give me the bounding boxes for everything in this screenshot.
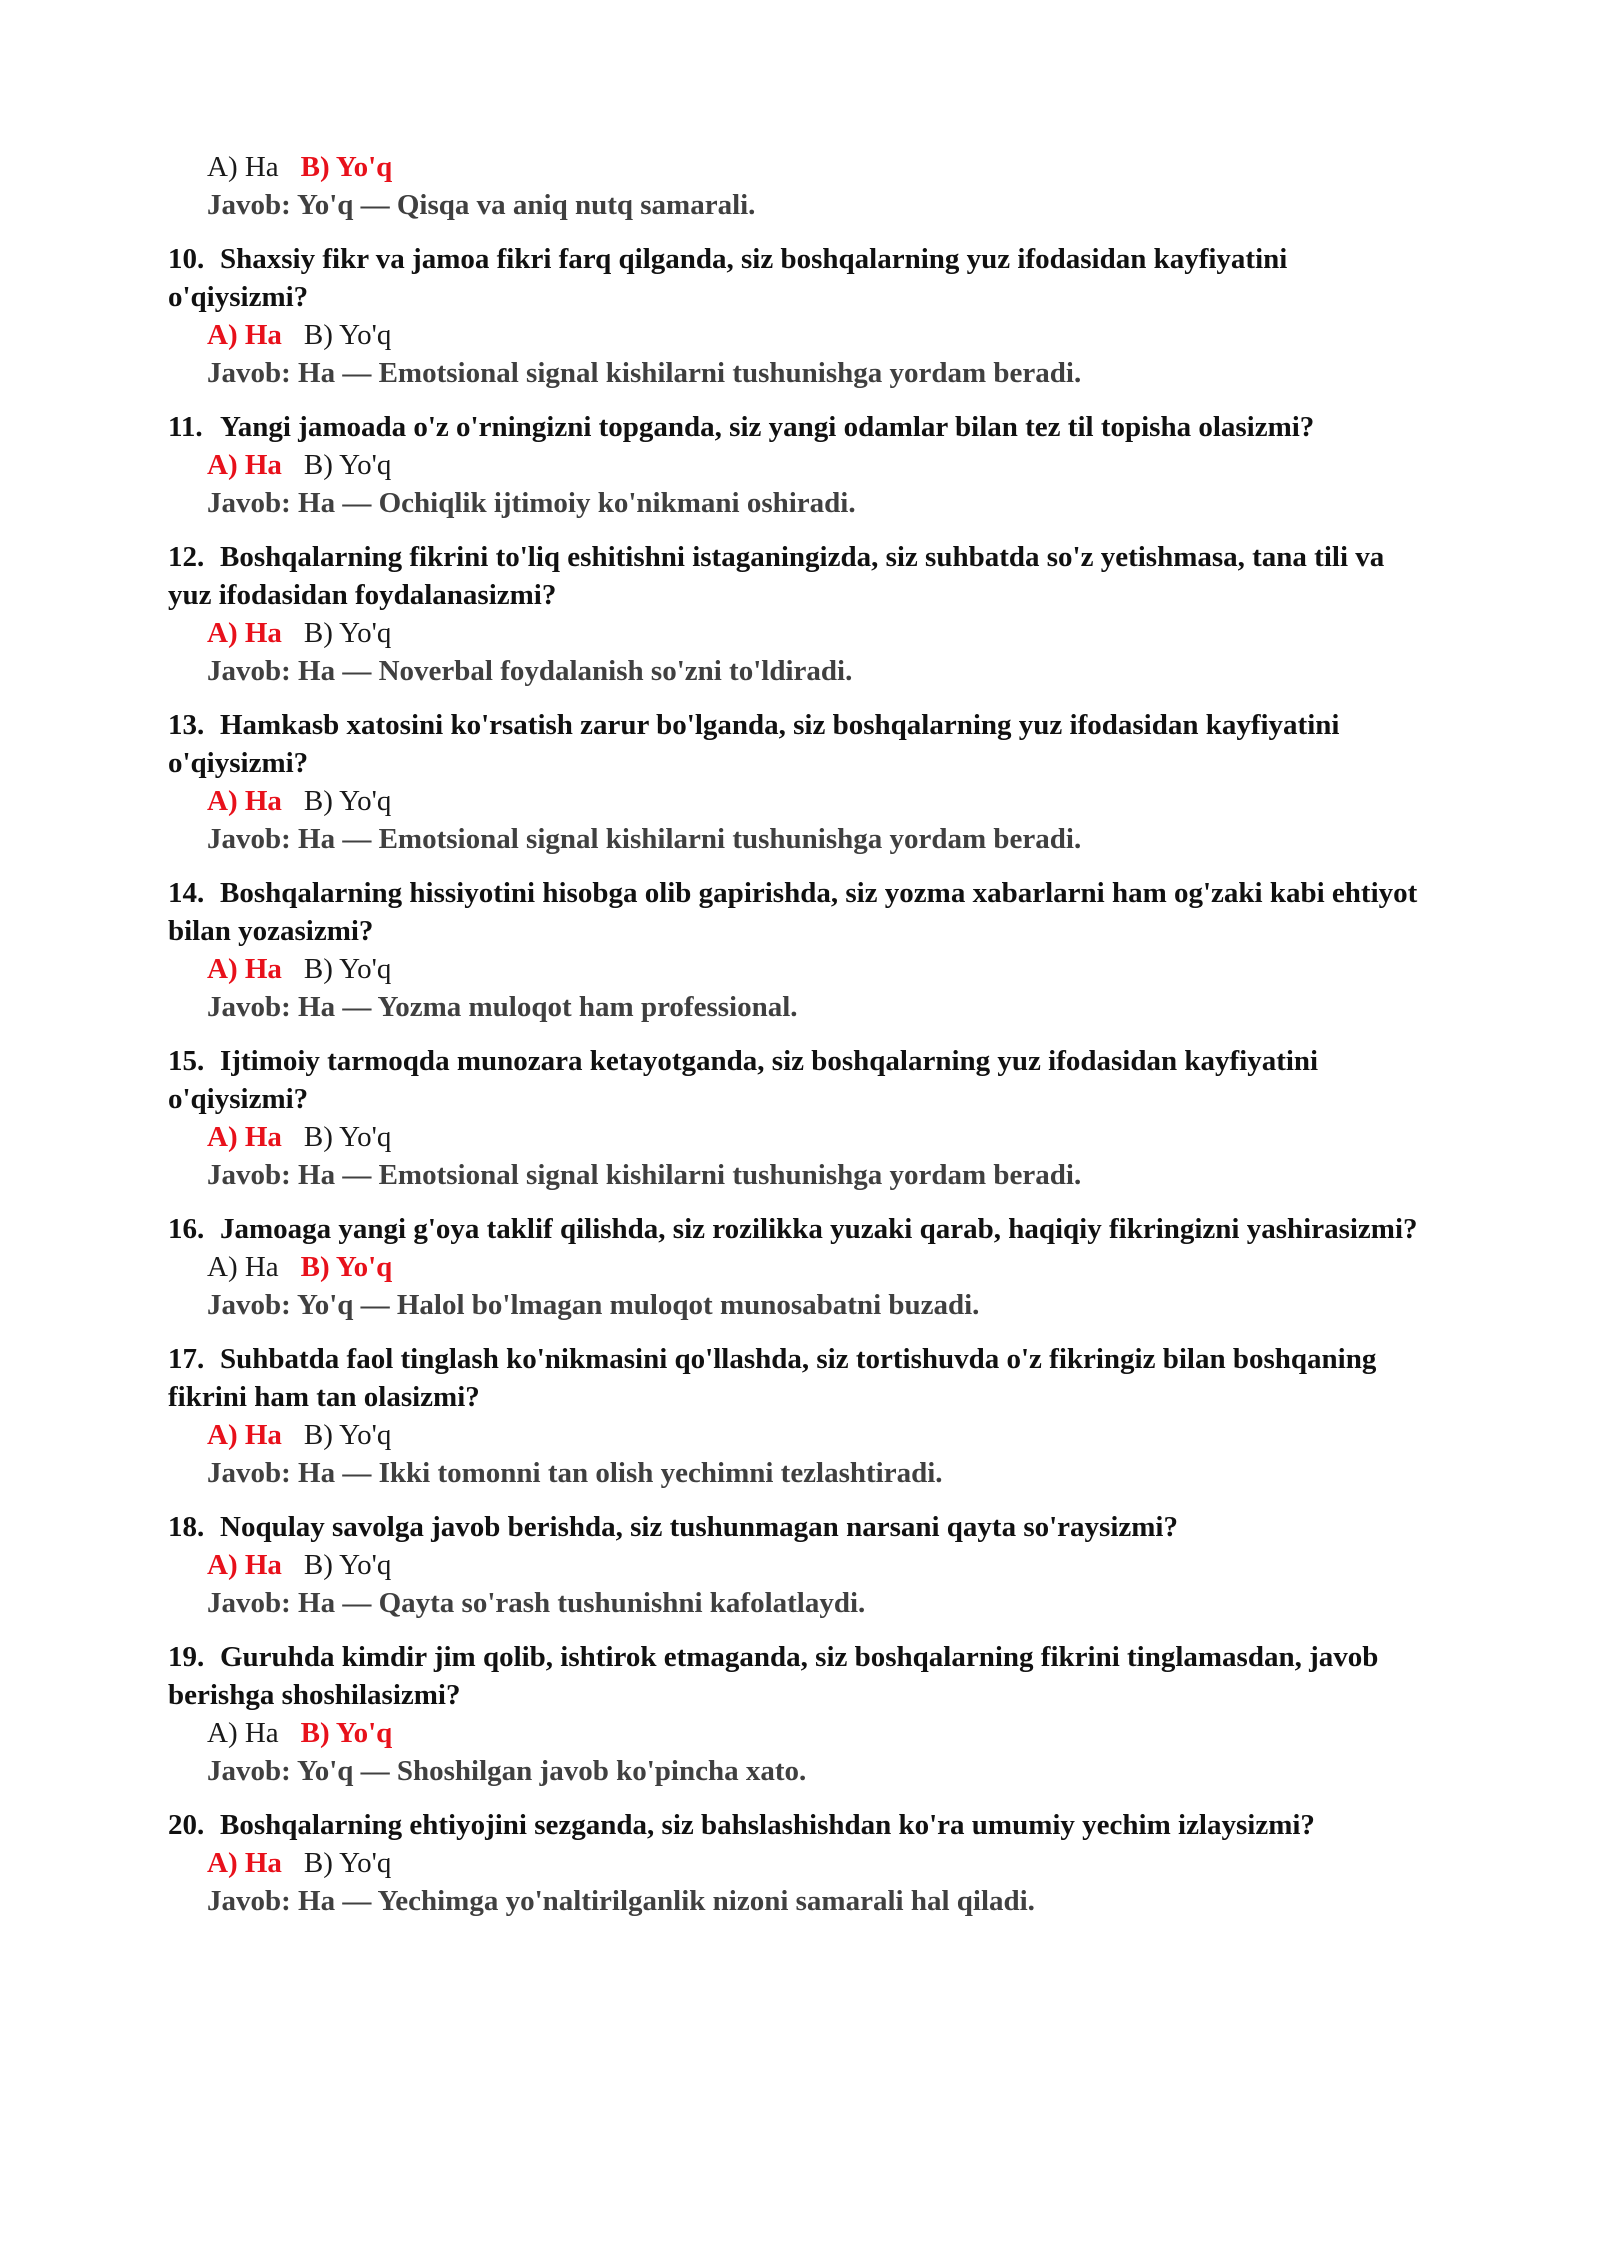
question-label: Boshqalarning fikrini to'liq eshitishni istaganingizda, siz suhbatda so'z yetishmasa, tana tili va yuz ifodasidan foydalanasizmi?	[168, 541, 1385, 611]
options-row	[207, 1118, 1600, 1156]
answer-line: Javob: Ha — Yechimga yo'naltirilganlik nizoni samarali hal qiladi.	[207, 1885, 1035, 1917]
options-row	[207, 1844, 1600, 1882]
option-b: B) Yo'q	[303, 1549, 392, 1581]
options-row	[207, 1248, 1600, 1286]
question-label: Jamoaga yangi g'oya taklif qilishda, siz rozilikka yuzaki qarab, haqiqiy fikringizni yashirasizmi?	[220, 1213, 1418, 1245]
question-text	[168, 1042, 1420, 1118]
question-number: 20.	[168, 1809, 205, 1841]
question-number: 18.	[168, 1511, 205, 1543]
question-block-17	[0, 1340, 1600, 1492]
question-label: Boshqalarning hissiyotini hisobga olib gapirishda, siz yozma xabarlarni ham og'zaki kabi ehtiyot bilan yozasizmi?	[168, 877, 1418, 947]
option-b: B) Yo'q	[303, 319, 392, 351]
option-b: B) Yo'q	[303, 449, 392, 481]
option-b: B) Yo'q	[303, 785, 392, 817]
question-label: Guruhda kimdir jim qolib, ishtirok etmaganda, siz boshqalarning fikrini tinglamasdan, javob berishga shoshilasizmi?	[168, 1641, 1379, 1711]
question-text	[168, 538, 1420, 614]
question-text	[168, 1508, 1420, 1546]
option-a: A) Ha	[207, 617, 282, 649]
answer-line: Javob: Ha — Ochiqlik ijtimoiy ko'nikmani oshiradi.	[207, 487, 856, 519]
question-text	[168, 240, 1420, 316]
question-label: Ijtimoiy tarmoqda munozara ketayotganda, siz boshqalarning yuz ifodasidan kayfiyatini o'qiysizmi?	[168, 1045, 1319, 1115]
question-text	[168, 874, 1420, 950]
question-block-15	[0, 1042, 1600, 1194]
answer-line: Javob: Ha — Emotsional signal kishilarni tushunishga yordam beradi.	[207, 1159, 1082, 1191]
question-block-12	[0, 538, 1600, 690]
question-label: Boshqalarning ehtiyojini sezganda, siz bahslashishdan ko'ra umumiy yechim izlaysizmi?	[220, 1809, 1315, 1841]
option-b: B) Yo'q	[303, 953, 392, 985]
question-label: Noqulay savolga javob berishda, siz tushunmagan narsani qayta so'raysizmi?	[220, 1511, 1178, 1543]
answer-line: Javob: Ha — Noverbal foydalanish so'zni to'ldiradi.	[207, 655, 853, 687]
question-number: 12.	[168, 541, 205, 573]
option-a: A) Ha	[207, 1717, 279, 1749]
question-text	[168, 408, 1420, 446]
answer-line: Javob: Ha — Emotsional signal kishilarni tushunishga yordam beradi.	[207, 357, 1082, 389]
options-row	[207, 316, 1600, 354]
question-list	[0, 240, 1600, 1920]
question-text	[168, 706, 1420, 782]
answer-line: Javob: Ha — Yozma muloqot ham professional.	[207, 991, 798, 1023]
question-block-18	[0, 1508, 1600, 1622]
question-block-11	[0, 408, 1600, 522]
option-a: A) Ha	[207, 953, 282, 985]
question-number: 15.	[168, 1045, 205, 1077]
question-block-14	[0, 874, 1600, 1026]
option-b: B) Yo'q	[303, 1847, 392, 1879]
question-text	[168, 1806, 1420, 1844]
option-b: B) Yo'q	[300, 151, 393, 183]
question-block-9	[0, 148, 1600, 224]
option-a: A) Ha	[207, 1847, 282, 1879]
options-row	[207, 614, 1600, 652]
question-text	[168, 1638, 1420, 1714]
question-text	[168, 1210, 1420, 1248]
question-number: 10.	[168, 243, 205, 275]
option-a: A) Ha	[207, 785, 282, 817]
question-label: Yangi jamoada o'z o'rningizni topganda, siz yangi odamlar bilan tez til topisha olasizmi?	[220, 411, 1315, 443]
option-a: A) Ha	[207, 449, 282, 481]
question-number: 14.	[168, 877, 205, 909]
question-number: 19.	[168, 1641, 205, 1673]
question-label: Hamkasb xatosini ko'rsatish zarur bo'lganda, siz boshqalarning yuz ifodasidan kayfiyatini o'qiysizmi?	[168, 709, 1340, 779]
options-row	[207, 782, 1600, 820]
question-block-10	[0, 240, 1600, 392]
answer-line: Javob: Ha — Emotsional signal kishilarni tushunishga yordam beradi.	[207, 823, 1082, 855]
question-text	[168, 1340, 1420, 1416]
option-a: A) Ha	[207, 319, 282, 351]
answer-line: Javob: Ha — Qayta so'rash tushunishni kafolatlaydi.	[207, 1587, 866, 1619]
question-number: 16.	[168, 1213, 205, 1245]
options-row	[207, 1546, 1600, 1584]
option-a: A) Ha	[207, 1549, 282, 1581]
option-a: A) Ha	[207, 1419, 282, 1451]
question-number: 11.	[168, 411, 203, 443]
option-a: A) Ha	[207, 1121, 282, 1153]
options-row	[207, 1714, 1600, 1752]
question-number: 17.	[168, 1343, 205, 1375]
option-b: B) Yo'q	[303, 1121, 392, 1153]
options-row	[207, 446, 1600, 484]
answer-line: Javob: Yo'q — Qisqa va aniq nutq samarali.	[207, 189, 756, 221]
option-b: B) Yo'q	[300, 1717, 393, 1749]
options-row	[207, 1416, 1600, 1454]
option-b: B) Yo'q	[300, 1251, 393, 1283]
option-b: B) Yo'q	[303, 1419, 392, 1451]
question-number: 13.	[168, 709, 205, 741]
question-block-13	[0, 706, 1600, 858]
question-block-20	[0, 1806, 1600, 1920]
options-row	[207, 148, 1600, 186]
question-label: Suhbatda faol tinglash ko'nikmasini qo'llashda, siz tortishuvda o'z fikringiz bilan boshqaning fikrini ham tan olasizmi?	[168, 1343, 1377, 1413]
option-a: A) Ha	[207, 151, 279, 183]
options-row	[207, 950, 1600, 988]
answer-line: Javob: Yo'q — Halol bo'lmagan muloqot munosabatni buzadi.	[207, 1289, 980, 1321]
option-b: B) Yo'q	[303, 617, 392, 649]
answer-line: Javob: Yo'q — Shoshilgan javob ko'pincha xato.	[207, 1755, 807, 1787]
answer-line: Javob: Ha — Ikki tomonni tan olish yechimni tezlashtiradi.	[207, 1457, 943, 1489]
option-a: A) Ha	[207, 1251, 279, 1283]
question-label: Shaxsiy fikr va jamoa fikri farq qilganda, siz boshqalarning yuz ifodasidan kayfiyatini o'qiysizmi?	[168, 243, 1288, 313]
question-block-19	[0, 1638, 1600, 1790]
question-block-16	[0, 1210, 1600, 1324]
